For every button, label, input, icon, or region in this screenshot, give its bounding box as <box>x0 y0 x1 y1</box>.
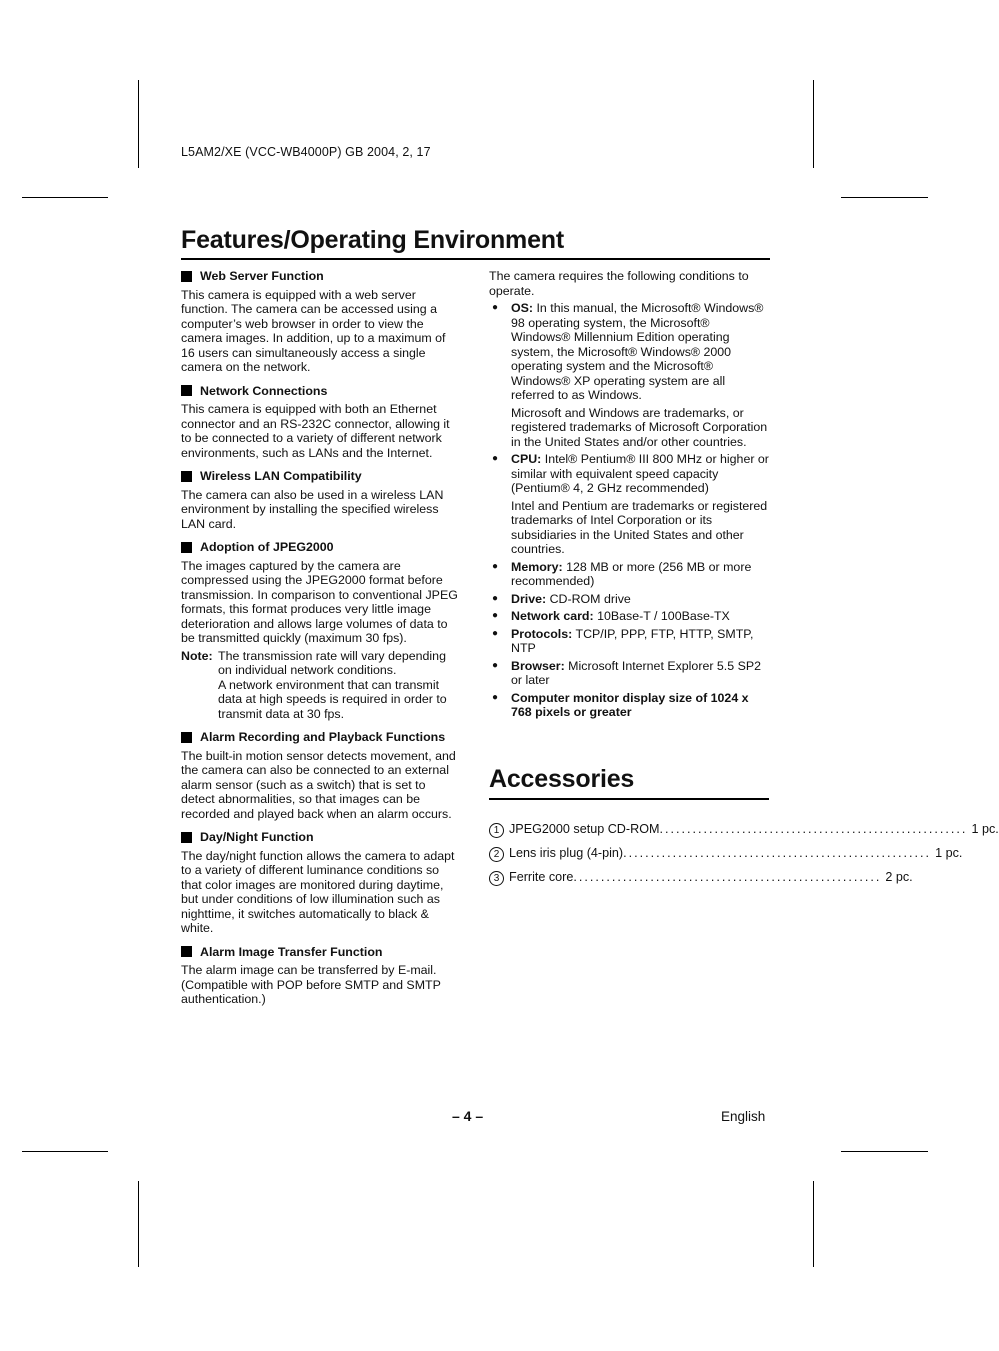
item-number: 2 <box>489 847 504 862</box>
accessory-item <box>489 822 999 838</box>
requirement-item <box>489 592 769 607</box>
requirement-text: Intel® Pentium® III 800 MHz or higher or similar with equivalent speed capacity (Pentium® 4, 2 GHz recommended) <box>511 452 769 495</box>
section-body: This camera is equipped with both an Ethernet connector and an RS-232C connector, allowing it to be connected to a variety of different network environments, such as LANs and the Internet. <box>181 402 450 460</box>
bullet-icon: ● <box>492 610 499 621</box>
requirement-text: TCP/IP, PPP, FTP, HTTP, SMTP, NTP <box>511 626 754 655</box>
requirement-item <box>489 560 769 589</box>
crop-mark <box>22 197 108 198</box>
requirement-label: Drive: <box>511 591 547 606</box>
requirement-item <box>489 452 769 557</box>
feature-section <box>181 830 459 936</box>
requirement-label: Network card: <box>511 609 594 623</box>
square-bullet-icon <box>181 542 192 553</box>
section-heading: Wireless LAN Compatibility <box>200 469 362 483</box>
bullet-icon: ● <box>492 453 499 464</box>
section-body: The camera can also be used in a wireless LAN environment by installing the specified wireless LAN card. <box>181 487 444 531</box>
square-bullet-icon <box>181 946 192 957</box>
requirement-item <box>489 627 769 656</box>
requirement-text: 10Base-T / 100Base-TX <box>597 609 730 623</box>
item-number: 3 <box>489 871 504 886</box>
feature-section <box>181 945 459 1007</box>
section-body: The built-in motion sensor detects movement, and the camera can also be connected to an external alarm sensor (such as a switch) that is set to detect abnormalities, so that images can be recorded and played back when an alarm occurs. <box>181 748 456 821</box>
crop-mark <box>841 1151 928 1152</box>
requirements-intro: The camera requires the following conditions to operate. <box>489 269 749 298</box>
bullet-icon: ● <box>492 592 499 604</box>
accessory-name: Lens iris plug (4-pin) <box>509 846 624 860</box>
leader-dots: ........................................................ <box>659 822 968 836</box>
section-heading: Network Connections <box>200 383 328 398</box>
bullet-icon: ● <box>492 627 499 639</box>
note <box>181 649 459 722</box>
accessory-name: Ferrite core <box>509 870 574 884</box>
section-body: The day/night function allows the camera to adapt to a variety of different luminance conditions so that color images are monitored during daytime, but under conditions of low illumination such as nighttime, it switches automatically to black & white. <box>181 848 455 935</box>
page-title: Features/Operating Environment <box>181 226 564 254</box>
page-number: – 4 – <box>452 1108 484 1124</box>
accessory-item <box>489 870 913 886</box>
section-body: The images captured by the camera are compressed using the JPEG2000 format before transmission. In comparison to conventional JPEG formats, this format produces very little image deterioration and allows large volumes of data to be transmitted quickly (maximum 30 fps). <box>181 558 458 645</box>
note-label: Note: <box>181 648 213 663</box>
requirement-item <box>489 301 769 449</box>
note-text: The transmission rate will vary depending on individual network conditions. <box>218 648 446 677</box>
requirement-item <box>489 691 769 720</box>
leader-dots: ........................................................ <box>573 870 882 884</box>
crop-mark <box>138 1181 139 1267</box>
accessory-item <box>489 846 963 862</box>
accessory-qty: 1 pc. <box>935 846 963 860</box>
section-heading: Day/Night Function <box>200 830 314 844</box>
note-text: A network environment that can transmit data at high speeds is required in order to transmit data at 30 fps. <box>218 677 447 721</box>
square-bullet-icon <box>181 732 192 743</box>
square-bullet-icon <box>181 385 192 396</box>
feature-section <box>181 540 459 721</box>
accessory-qty: 2 pc. <box>885 870 913 884</box>
requirement-text: CD-ROM drive <box>549 591 631 606</box>
features-column <box>181 269 459 1016</box>
requirement-text: 128 MB or more (256 MB or more recommended) <box>511 559 752 588</box>
bullet-icon: ● <box>492 659 499 671</box>
requirement-label: CPU: <box>511 452 542 466</box>
item-number: 1 <box>489 823 504 838</box>
requirement-label: Computer monitor display size of 1024 x 768 pixels or greater <box>511 690 749 719</box>
section-heading: Alarm Recording and Playback Functions <box>200 730 446 744</box>
section-heading: Alarm Image Transfer Function <box>200 944 383 959</box>
requirement-label: Protocols: <box>511 626 573 641</box>
section-body: This camera is equipped with a web server function. The camera can be accessed using a computer’s web browser in order to view the camera images. In addition, up to a maximum of 16 users can simultaneously access a single camera on the network. <box>181 287 446 374</box>
crop-mark <box>841 197 928 198</box>
bullet-icon: ● <box>492 302 499 313</box>
feature-section <box>181 269 459 375</box>
feature-section <box>181 384 459 461</box>
requirement-item <box>489 659 769 688</box>
feature-section <box>181 730 459 821</box>
section-body: The alarm image can be transferred by E-mail. (Compatible with POP before SMTP and SMTP authentication.) <box>181 963 441 1006</box>
requirement-extra: Intel and Pentium are trademarks or registered trademarks of Intel Corporation or its subsidiaries in the United States and other countries. <box>511 498 768 556</box>
requirement-label: Memory: <box>511 559 563 574</box>
accessory-name: JPEG2000 setup CD-ROM <box>509 822 660 836</box>
accessory-qty: 1 pc. <box>971 822 999 836</box>
crop-mark <box>813 80 814 168</box>
requirement-text: Microsoft Internet Explorer 5.5 SP2 or later <box>511 658 762 687</box>
requirement-text: In this manual, the Microsoft® Windows® 98 operating system, the Microsoft® Windows® Millennium Edition operating system, the Microsoft® Windows® 2000 operating system and the Microsoft® Windows® XP operating system are all referred to as Windows. <box>511 301 764 402</box>
leader-dots: ........................................................ <box>623 846 932 860</box>
requirement-label: Browser: <box>511 658 565 673</box>
bullet-icon: ● <box>492 560 499 572</box>
accessories-list <box>489 822 999 894</box>
requirements-column <box>489 269 769 723</box>
bullet-icon: ● <box>492 691 499 703</box>
square-bullet-icon <box>181 271 192 282</box>
requirement-extra: Microsoft and Windows are trademarks, or registered trademarks of Microsoft Corporation in the United States and/or other countries. <box>511 405 768 449</box>
accessories-rule <box>489 798 769 800</box>
requirement-item <box>489 609 769 624</box>
square-bullet-icon <box>181 471 192 482</box>
requirement-label: OS: <box>511 301 534 315</box>
section-heading: Web Server Function <box>200 269 324 283</box>
feature-section <box>181 469 459 531</box>
crop-mark <box>813 1181 814 1267</box>
crop-mark <box>138 80 139 168</box>
language-label: English <box>721 1109 766 1124</box>
title-rule <box>181 258 770 260</box>
section-heading: Adoption of JPEG2000 <box>200 540 334 554</box>
accessories-title: Accessories <box>489 765 635 793</box>
document-code: L5AM2/XE (VCC-WB4000P) GB 2004, 2, 17 <box>181 145 431 159</box>
square-bullet-icon <box>181 832 192 843</box>
crop-mark <box>22 1151 108 1152</box>
